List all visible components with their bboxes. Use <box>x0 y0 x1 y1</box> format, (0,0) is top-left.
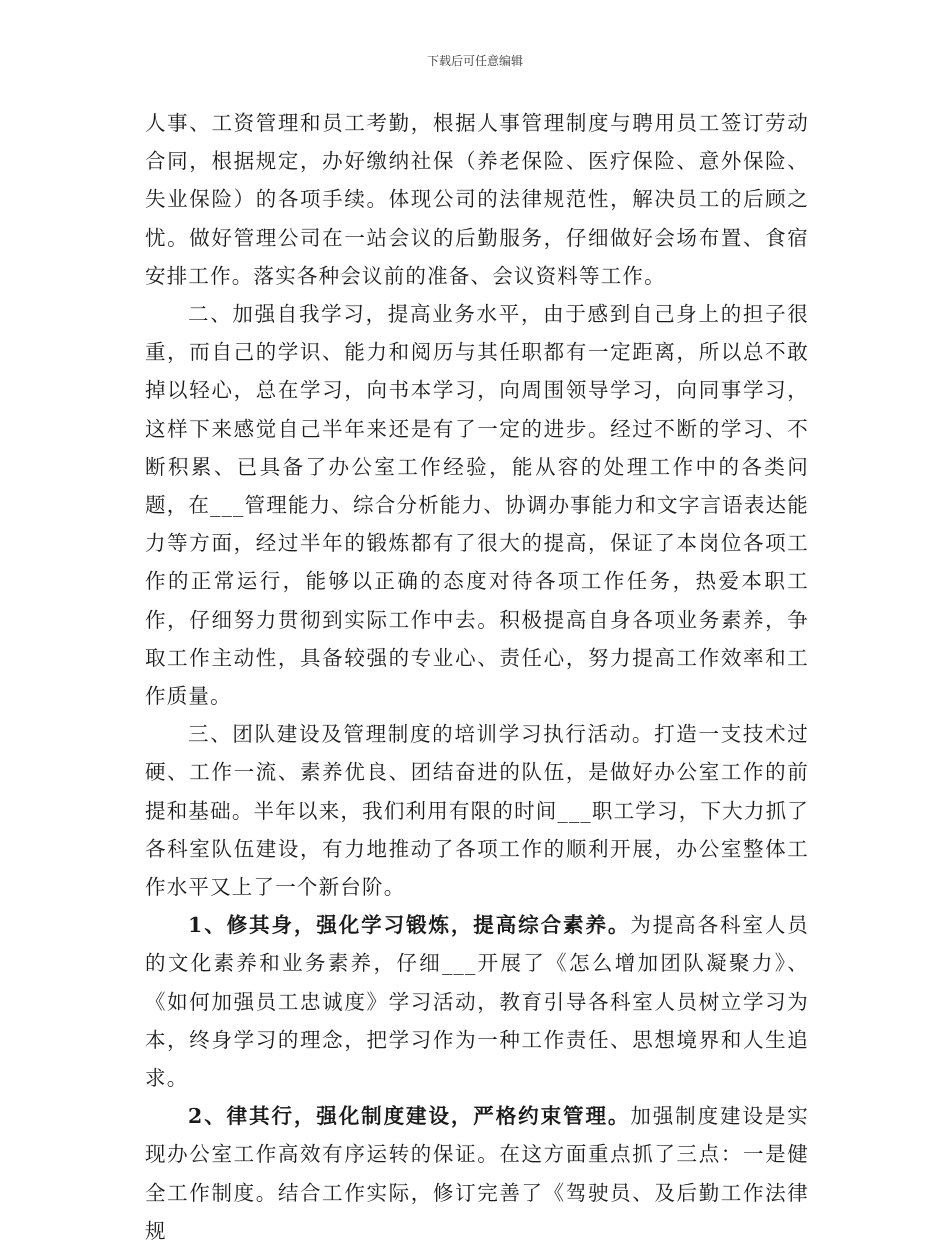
paragraph-text: 三、团队建设及管理制度的培训学习执行活动。打造一支技术过硬、工作一流、素养优良、团结奋进的队伍，是做好办公室工作的前提和基础。半年以来，我们利用有限的时间___职工学习，下大力抓了各科室队伍建设，有力地推动了各项工作的顺利开展，办公室整体工作水平又上了一个新台阶。 <box>145 722 809 900</box>
page-header: 下载后可任意编辑 <box>426 54 523 68</box>
paragraph-study-training <box>145 906 809 1097</box>
paragraph-text: 人事、工资管理和员工考勤，根据人事管理制度与聘用员工签订劳动合同，根据规定，办好缴纳社保（养老保险、医疗保险、意外保险、失业保险）的各项手续。体现公司的法律规范性，解决员工的后顾之忧。做好管理公司在一站会议的后勤服务，仔细做好会场布置、食宿安排工作。落实各种会议前的准备、会议资料等工作。 <box>145 111 809 288</box>
document-body <box>145 104 809 1250</box>
paragraph-text: 二、加强自我学习，提高业务水平，由于感到自己身上的担子很重，而自己的学识、能力和阅历与其任职都有一定距离，所以总不敢掉以轻心，总在学习，向书本学习，向周围领导学习，向同事学习，这样下来感觉自己半年来还是有了一定的进步。经过不断的学习、不断积累、已具备了办公室工作经验，能从容的处理工作中的各类问题，在___管理能力、综合分析能力、协调办事能力和文字言语表达能力等方面，经过半年的锻炼都有了很大的提高，保证了本岗位各项工作的正常运行，能够以正确的态度对待各项工作任务，热爱本职工作，仔细努力贯彻到实际工作中去。积极提高自身各项业务素养，争取工作主动性，具备较强的专业心、责任心，努力提高工作效率和工作质量。 <box>145 302 809 709</box>
paragraph-bold-lead: 1、修其身，强化学习锻炼，提高综合素养。 <box>188 913 631 938</box>
paragraph-bold-lead: 2、律其行，强化制度建设，严格约束管理。 <box>188 1104 631 1129</box>
paragraph-continued <box>145 104 809 295</box>
paragraph-text: 为提高各科室人员的文化素养和业务素养，仔细___开展了《怎么增加团队凝聚力》、《如何加强员工忠诚度》学习活动，教育引导各科室人员树立学习为本，终身学习的理念，把学习作为一种工作责任、思想境界和人生追求。 <box>145 913 810 1091</box>
paragraph-system-building <box>145 1097 809 1250</box>
paragraph-team-building <box>145 715 809 906</box>
paragraph-self-study <box>145 295 809 715</box>
paragraph-text: 加强制度建设是实现办公室工作高效有序运转的保证。在这方面重点抓了三点：一是健全工作制度。结合工作实际，修订完善了《驾驶员、及后勤工作法律规 <box>145 1104 810 1243</box>
